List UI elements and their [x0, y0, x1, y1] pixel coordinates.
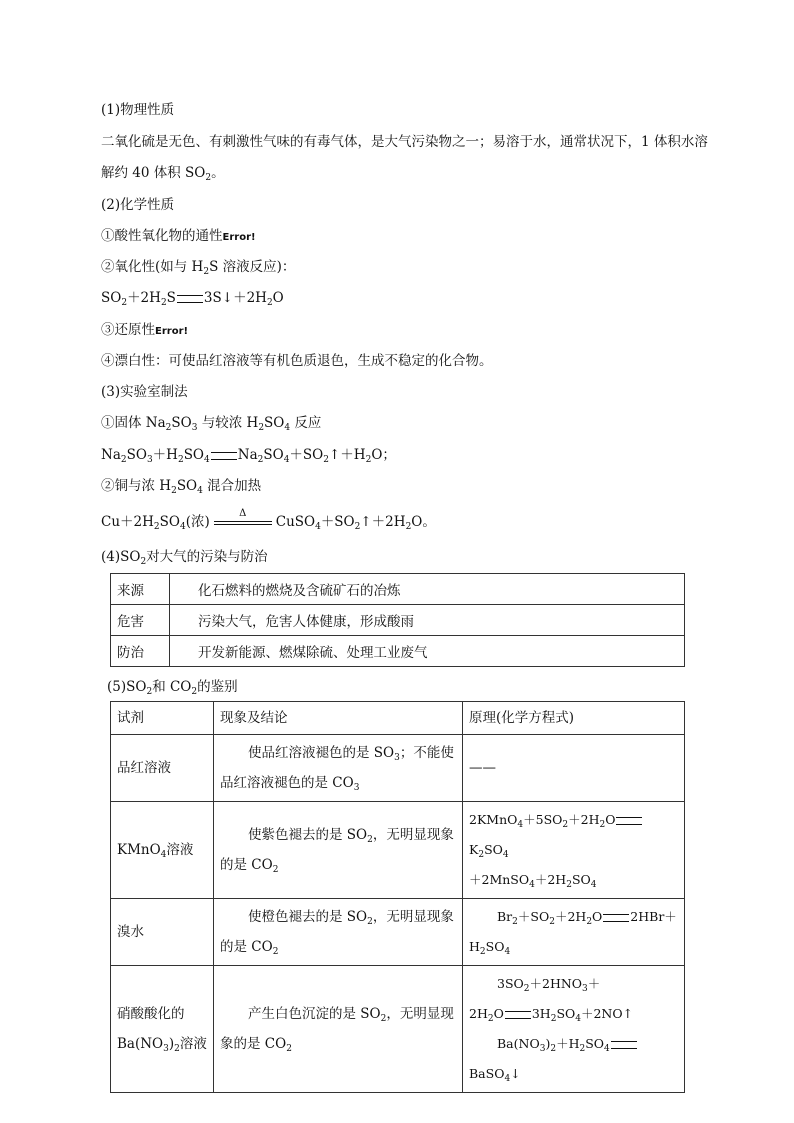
phenomenon-cell: 使橙色褪去的是 $SO_2$，无明显现象 的是 $CO_2$	[214, 899, 463, 966]
section-1-text-line-2: 解约 40 体积 $SO_2$。	[101, 165, 225, 183]
equation-so2-h2s: $SO_2+2H_2S$ $3S↓+2H_2O$	[101, 290, 284, 308]
pollution-table	[110, 573, 685, 667]
table-row	[111, 966, 685, 1093]
table-row	[111, 802, 685, 899]
section-2-item-4: ④漂白性：可使品红溶液等有机色质退色，生成不稳定的化合物。	[101, 353, 493, 369]
principle-cell: ——	[463, 735, 685, 802]
section-3-item-1: ①固体 $Na_2SO_3$ 与较浓 $H_2SO_4$ 反应	[101, 415, 322, 433]
table-row	[111, 899, 685, 966]
section-4-title: $(4)SO_2$对大气的污染与防治	[101, 549, 268, 567]
pollution-content: 化石燃料的燃烧及含硫矿石的冶炼	[170, 574, 685, 605]
pollution-content: 开发新能源、燃煤除硫、处理工业废气	[170, 636, 685, 667]
reagent-cell: 溴水	[111, 899, 214, 966]
section-3-title: (3)实验室制法	[101, 384, 188, 400]
section-3-item-2: ②铜与浓 $H_2SO_4$ 混合加热	[101, 478, 262, 496]
pollution-content: 污染大气，危害人体健康，形成酸雨	[170, 605, 685, 636]
header-phenomenon: 现象及结论	[214, 702, 463, 735]
table-row	[111, 636, 685, 667]
table-row	[111, 735, 685, 802]
section-2-item-3: ③还原性Error!	[101, 322, 189, 338]
reagent-cell: 硝酸酸化的 $Ba(NO_3)_2$溶液	[111, 966, 214, 1093]
section-1-text-line-1: 二氧化硫是无色、有刺激性气味的有毒气体，是大气污染物之一；易溶于水，通常状况下，1 体积水溶	[101, 134, 708, 150]
principle-cell: $2KMnO_4+5SO_2+2H_2OK_2SO_4$ $+2MnSO_4+2H_2SO_4$	[463, 802, 685, 899]
error-text: Error!	[222, 232, 256, 243]
section-5-title: $(5)SO_2$和 $CO_2$的鉴别	[107, 679, 238, 697]
equation-cu-h2so4: $Cu+2H_2SO_4$(浓) Δ $CuSO_4+SO_2↑+2H_2O$。	[101, 507, 436, 532]
principle-cell: $3SO_2+2HNO_3+$ $2H_2O$ $3H_2SO_4+2NO↑$ $Ba(NO_3)_2+H_2SO_4BaSO_4↓$	[463, 966, 685, 1093]
principle-cell: $Br_2+SO_2+2H_2O$ 2HBr＋ $H_2SO_4$	[463, 899, 685, 966]
table-row	[111, 605, 685, 636]
phenomenon-cell: 使品红溶液褪色的是 $SO_3$；不能使 品红溶液褪色的是 $CO_3$	[214, 735, 463, 802]
reagent-cell: 品红溶液	[111, 735, 214, 802]
table-row	[111, 574, 685, 605]
section-2-title: (2)化学性质	[101, 197, 175, 213]
pollution-label: 防治	[111, 636, 170, 667]
header-principle: 原理(化学方程式)	[463, 702, 685, 735]
table-header-row	[111, 702, 685, 735]
section-1-title: (1)物理性质	[101, 102, 175, 118]
equation-na2so3: $Na_2SO_3+H_2SO_4$ $Na_2SO_4+SO_2↑+H_2O$；	[101, 447, 396, 465]
phenomenon-cell: 产生白色沉淀的是 $SO_2$，无明显现 象的是 $CO_2$	[214, 966, 463, 1093]
phenomenon-cell: 使紫色褪去的是 $SO_2$，无明显现象 的是 $CO_2$	[214, 802, 463, 899]
section-2-item-1: ①酸性氧化物的通性Error!	[101, 228, 256, 244]
section-2-item-2: ②氧化性(如与 $H_2S$ 溶液反应)：	[101, 259, 296, 277]
header-reagent: 试剂	[111, 702, 214, 735]
heat-condition-sign: Δ	[214, 514, 272, 532]
error-text: Error!	[155, 326, 189, 337]
reagent-cell: KMnO$_4$溶液	[111, 802, 214, 899]
identification-table	[110, 701, 685, 1093]
pollution-label: 危害	[111, 605, 170, 636]
pollution-label: 来源	[111, 574, 170, 605]
